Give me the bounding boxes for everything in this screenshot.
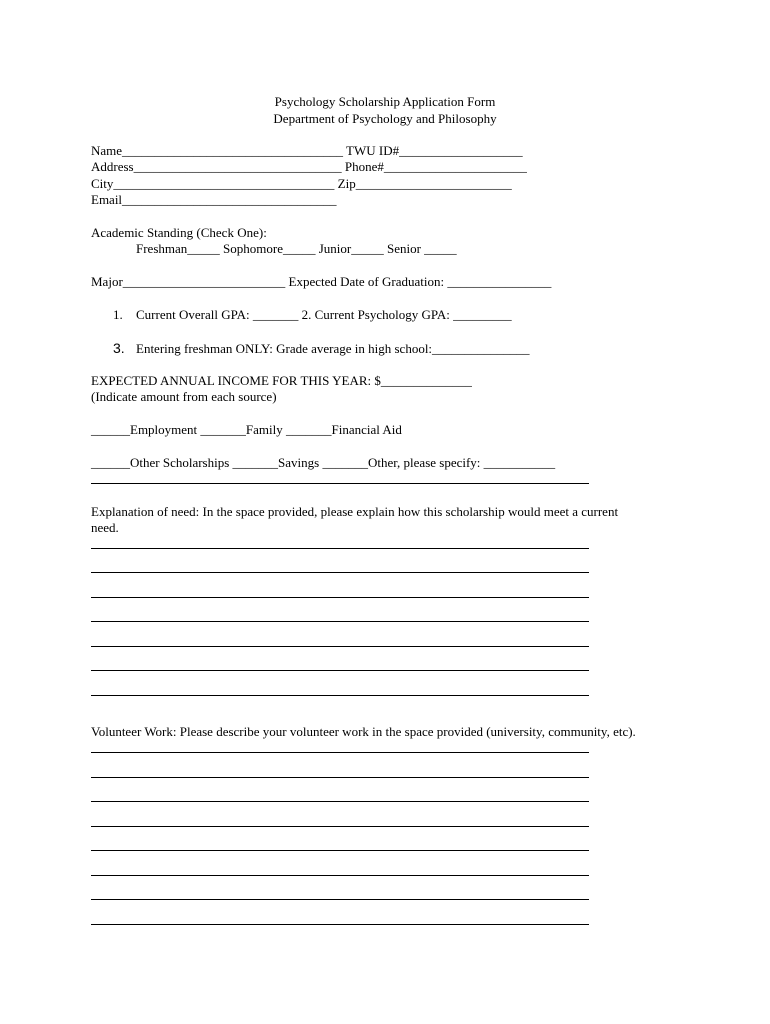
answer-line[interactable]: [91, 621, 589, 622]
answer-line[interactable]: [91, 899, 589, 900]
answer-line[interactable]: [91, 875, 589, 876]
answer-line[interactable]: [91, 850, 589, 851]
income-sources-row-1[interactable]: ______Employment _______Family _______Financial Aid: [91, 422, 402, 437]
name-twu-id-field[interactable]: Name__________________________________ TWU ID#___________________: [91, 143, 523, 158]
freshman-item-number: 3.: [113, 340, 125, 356]
answer-line[interactable]: [91, 695, 589, 696]
major-graduation-field[interactable]: Major_________________________ Expected Date of Graduation: ________________: [91, 274, 552, 289]
answer-line[interactable]: [91, 752, 589, 753]
income-specify-line[interactable]: [91, 483, 589, 484]
answer-line[interactable]: [91, 924, 589, 925]
answer-line[interactable]: [91, 572, 589, 573]
volunteer-prompt: Volunteer Work: Please describe your volunteer work in the space provided (university, community, etc).: [91, 724, 636, 739]
answer-line[interactable]: [91, 646, 589, 647]
address-phone-field[interactable]: Address________________________________ Phone#______________________: [91, 159, 527, 174]
city-zip-field[interactable]: City__________________________________ Zip________________________: [91, 176, 512, 191]
income-sources-row-2[interactable]: ______Other Scholarships _______Savings _______Other, please specify: ___________: [91, 455, 556, 470]
expected-income-field[interactable]: EXPECTED ANNUAL INCOME FOR THIS YEAR: $______________: [91, 373, 472, 388]
answer-line[interactable]: [91, 670, 589, 671]
academic-standing-label: Academic Standing (Check One):: [91, 225, 267, 240]
gpa-item-number: 1.: [113, 307, 123, 322]
gpa-field[interactable]: Current Overall GPA: _______ 2. Current Psychology GPA: _________: [136, 307, 512, 322]
answer-line[interactable]: [91, 826, 589, 827]
email-field[interactable]: Email_________________________________: [91, 192, 337, 207]
answer-line[interactable]: [91, 597, 589, 598]
answer-line[interactable]: [91, 548, 589, 549]
form-subtitle: Department of Psychology and Philosophy: [273, 111, 497, 126]
high-school-average-field[interactable]: Entering freshman ONLY: Grade average in high school:_______________: [136, 341, 530, 356]
need-prompt-line-2: need.: [91, 520, 119, 535]
answer-line[interactable]: [91, 777, 589, 778]
academic-standing-options[interactable]: Freshman_____ Sophomore_____ Junior_____ Senior _____: [136, 241, 457, 256]
income-note: (Indicate amount from each source): [91, 389, 277, 404]
form-title: Psychology Scholarship Application Form: [274, 94, 496, 109]
answer-line[interactable]: [91, 801, 589, 802]
need-prompt-line-1: Explanation of need: In the space provided, please explain how this scholarship would meet a current: [91, 504, 619, 519]
